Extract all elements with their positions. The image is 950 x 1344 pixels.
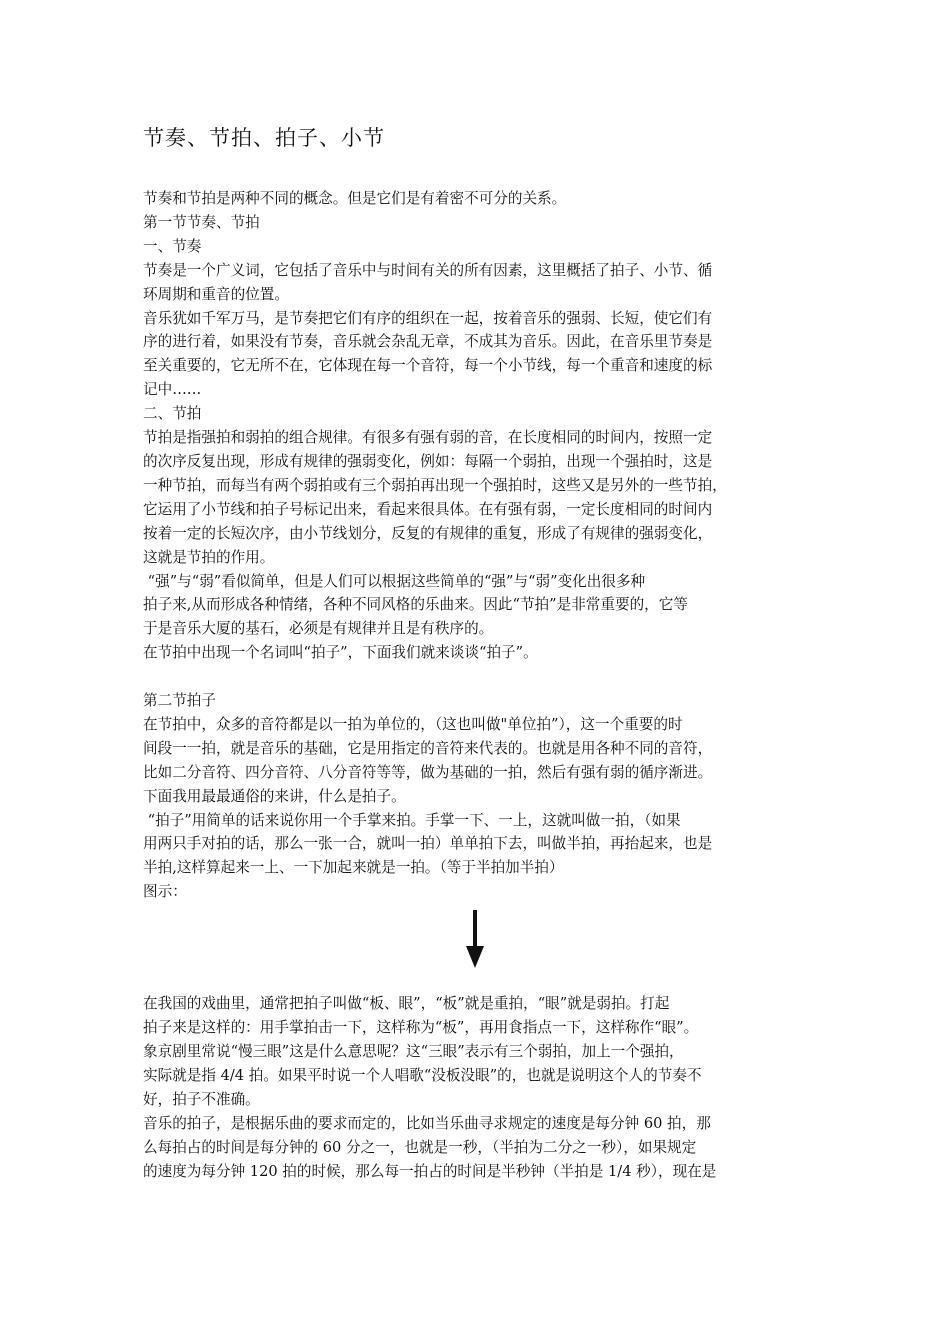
text-line: 间段一一拍，就是音乐的基础，它是用指定的音符来代表的。也就是用各种不同的音符， — [143, 739, 713, 757]
blank-line — [143, 665, 815, 689]
document-body — [143, 187, 815, 1183]
text-line: 么每拍占的时间是每分钟的 60 分之一，也就是一秒，（半拍为二分之一秒），如果规定 — [143, 1138, 697, 1156]
text-line: 第一节节奏、节拍 — [143, 213, 260, 231]
text-line: 记中…… — [143, 381, 202, 399]
text-line: 这就是节拍的作用。 — [143, 548, 275, 566]
text-line: 象京剧里常说“慢三眼”这是什么意思呢？这“三眼”表示有三个弱拍，加上一个强拍， — [143, 1042, 684, 1060]
text-line: 图示： — [143, 883, 187, 901]
text-line: 在节拍中，众多的音符都是以一拍为单位的，（这也叫做"单位拍”），这一个重要的时 — [143, 715, 683, 733]
text-line: 一种节拍，而每当有两个弱拍或有三个弱拍再出现一个强拍时，这些又是另外的一些节拍， — [143, 476, 727, 494]
section-intro-rhythm-meter — [143, 187, 815, 665]
text-line: 拍子来是这样的：用手掌拍击一下，这样称为“板”，再用食指点一下，这样称作“眼”。 — [143, 1019, 699, 1037]
text-line: 它运用了小节线和拍子号标记出来，看起来很具体。在有强有弱，一定长度相同的时间内 — [143, 500, 713, 518]
text-line: “强”与“弱”看似简单，但是人们可以根据这些简单的“强”与“弱”变化出很多种 — [143, 572, 646, 590]
text-line: 的速度为每分钟 120 拍的时候，那么每一拍占的时间是半秒钟（半拍是 1/4 秒），现在是 — [143, 1162, 717, 1180]
figure-area — [143, 904, 815, 992]
text-line: 节奏和节拍是两种不同的概念。但是它们是有着密不可分的关系。 — [143, 190, 567, 207]
text-line: 实际就是指 4/4 拍。如果平时说一个人唱歌“没板没眼”的，也就是说明这个人的节奏不 — [143, 1066, 702, 1084]
text-line: 的次序反复出现，形成有规律的强弱变化，例如：每隔一个弱拍，出现一个强拍时，这是 — [143, 452, 713, 470]
text-line: 音乐的拍子，是根据乐曲的要求而定的，比如当乐曲寻求规定的速度是每分钟 60 拍，那 — [143, 1114, 711, 1132]
text-line: 节奏是一个广义词，它包括了音乐中与时间有关的所有因素，这里概括了拍子、小节、循 — [143, 261, 713, 279]
down-arrow-icon — [463, 910, 487, 970]
text-line: 下面我用最最通俗的来讲，什么是拍子。 — [143, 787, 406, 805]
text-line: 一、节奏 — [143, 237, 202, 255]
document-title: 节奏、节拍、拍子、小节 — [143, 126, 385, 150]
text-line: 拍子来,从而形成各种情绪，各种不同风格的乐曲来。因此“节拍”是非常重要的，它等 — [143, 596, 688, 614]
text-line: 半拍,这样算起来一上、一下加起来就是一拍。（等于半拍加半拍） — [143, 859, 564, 877]
text-line: 用两只手对拍的话，那么一张一合，就叫一拍）单单拍下去，叫做半拍，再抬起来，也是 — [143, 835, 713, 853]
text-line: 节拍是指强拍和弱拍的组合规律。有很多有强有弱的音，在长度相同的时间内，按照一定 — [143, 429, 713, 447]
text-line: 比如二分音符、四分音符、八分音符等等，做为基础的一拍，然后有强有弱的循序渐进。 — [143, 763, 713, 781]
text-line: 序的进行着，如果没有节奏，音乐就会杂乱无章，不成其为音乐。因此，在音乐里节奏是 — [143, 333, 713, 351]
text-line: 在节拍中出现一个名词叫“拍子”，下面我们就来谈谈“拍子”。 — [143, 644, 538, 662]
text-line: 二、节拍 — [143, 405, 202, 423]
section-beat — [143, 689, 815, 904]
text-line: 按着一定的长短次序，由小节线划分，反复的有规律的重复，形成了有规律的强弱变化， — [143, 524, 713, 542]
text-line: 于是音乐大厦的基石，必须是有规律并且是有秩序的。 — [143, 620, 494, 638]
text-line: 音乐犹如千军万马，是节奏把它们有序的组织在一起，按着音乐的强弱、长短，使它们有 — [143, 309, 713, 327]
section-opera-beat — [143, 992, 815, 1183]
text-line: 在我国的戏曲里，通常把拍子叫做“板、眼”，“板”就是重拍，“眼”就是弱拍。打起 — [143, 995, 670, 1013]
text-line: “拍子”用简单的话来说你用一个手掌来拍。手掌一下、一上，这就叫做一拍，（如果 — [143, 811, 681, 829]
text-line: 至关重要的，它无所不在，它体现在每一个音符，每一个小节线，每一个重音和速度的标 — [143, 357, 713, 375]
text-line: 第二节拍子 — [143, 692, 216, 710]
text-line: 好，拍子不准确。 — [143, 1090, 260, 1108]
text-line: 环周期和重音的位置。 — [143, 285, 289, 303]
